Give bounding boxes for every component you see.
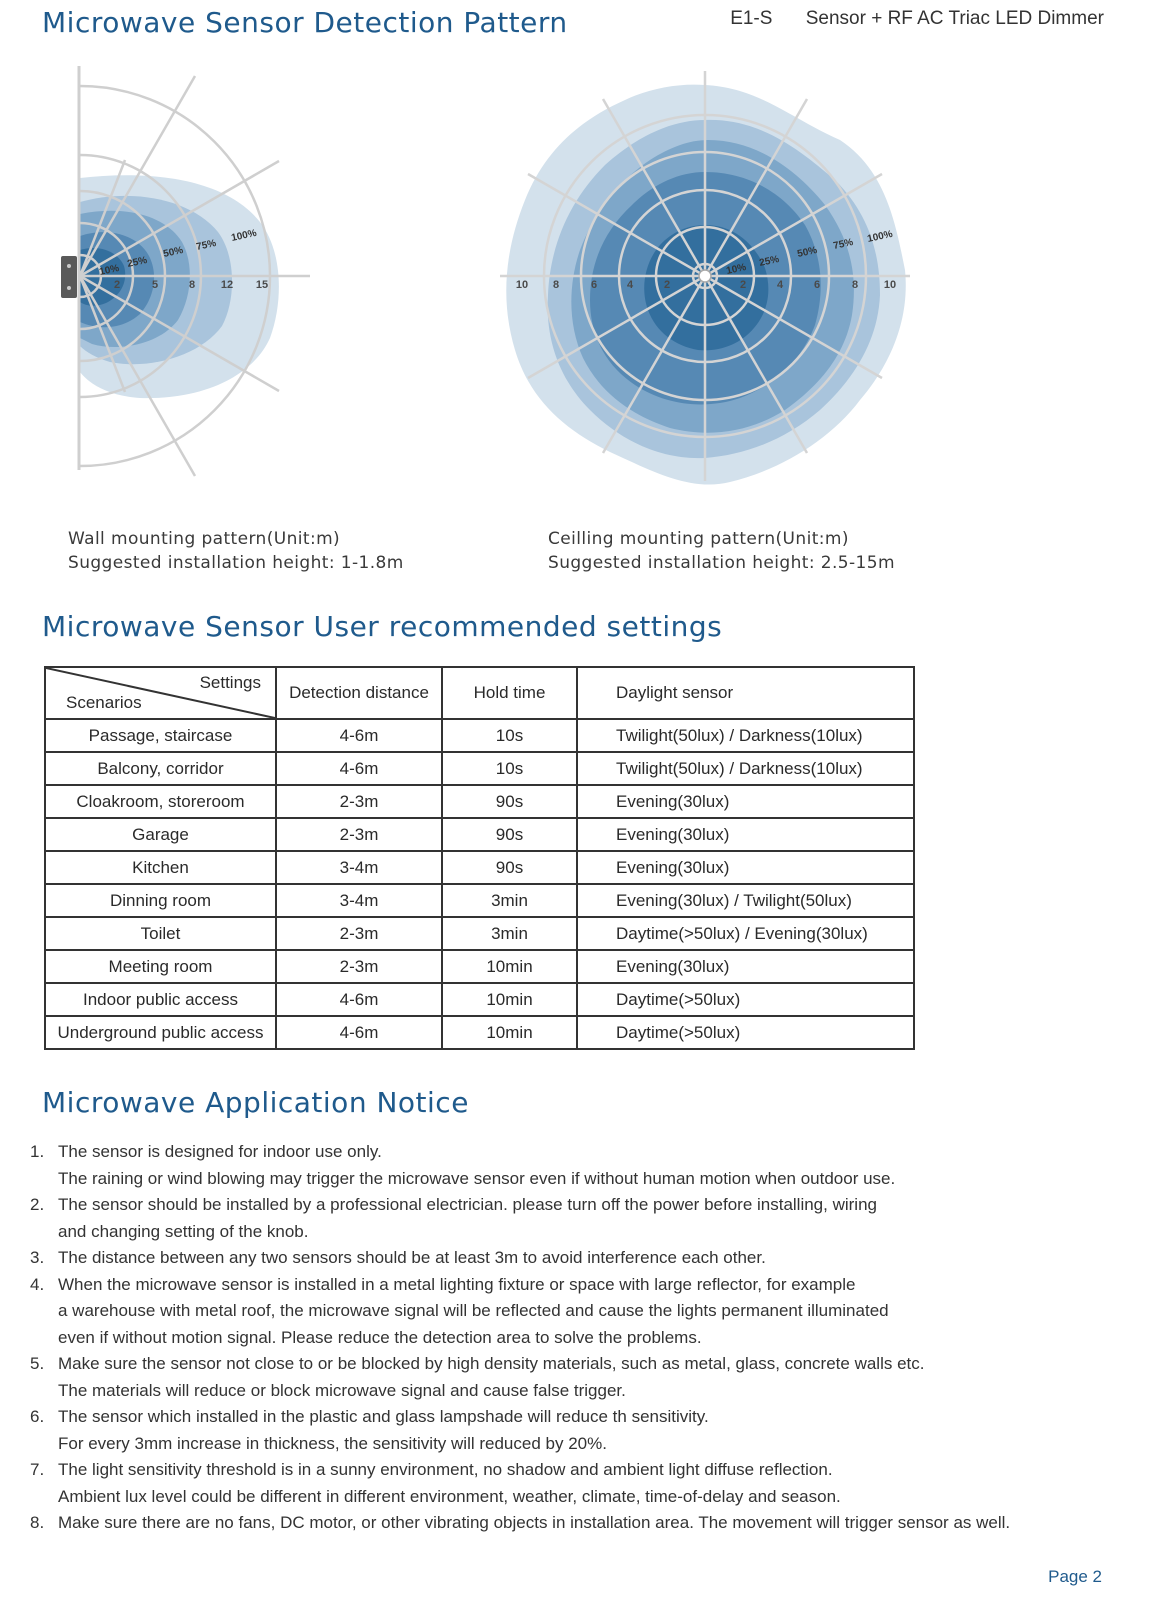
notice-number: 5. [30, 1354, 45, 1373]
notice-number: 3. [30, 1248, 45, 1267]
notice-list [30, 1139, 1130, 1537]
notice-text [58, 1272, 889, 1352]
notice-section-title: Microwave Application Notice [42, 1086, 469, 1119]
table-row [45, 1016, 914, 1049]
product-name: Sensor + RF AC Triac LED Dimmer [805, 8, 1104, 29]
notice-line: and changing setting of the knob. [58, 1221, 309, 1241]
corner-header-cell [45, 667, 276, 719]
ceiling-pct-label: 10% [725, 262, 748, 277]
ceiling-dist-label: 10 [515, 279, 529, 291]
ceiling-dist-label: 8 [552, 279, 560, 291]
hold-time-cell: 10min [442, 950, 577, 983]
daylight-cell: Evening(30lux) [577, 950, 914, 983]
notice-line: even if without motion signal. Please reduce the detection area to solve the problems. [58, 1327, 702, 1347]
notice-text [58, 1404, 709, 1457]
table-row [45, 851, 914, 884]
page-number: Page 2 [1048, 1567, 1102, 1586]
hold-time-cell: 10s [442, 752, 577, 785]
ceiling-dist-label: 6 [590, 279, 598, 291]
notice-line: The materials will reduce or block microwave signal and cause false trigger. [58, 1380, 626, 1400]
ceiling-sensor-icon [699, 270, 711, 282]
notice-line: Make sure there are no fans, DC motor, or other vibrating objects in installation area. The movement will trigger sensor as well. [58, 1513, 1011, 1532]
wall-pct-label: 25% [126, 255, 149, 270]
scenario-cell: Kitchen [45, 851, 276, 884]
header-detection-distance: Detection distance [276, 667, 442, 719]
daylight-cell: Evening(30lux) [577, 818, 914, 851]
distance-cell: 4-6m [276, 752, 442, 785]
page-title: Microwave Sensor Detection Pattern [42, 6, 568, 39]
notice-number: 7. [30, 1460, 45, 1479]
notice-number: 6. [30, 1407, 45, 1426]
notice-item [30, 1139, 1130, 1192]
notice-line: The distance between any two sensors should be at least 3m to avoid interference each other. [58, 1248, 766, 1267]
header-daylight-sensor: Daylight sensor [577, 667, 914, 719]
table-row [45, 752, 914, 785]
notice-line: When the microwave sensor is installed in a metal lighting fixture or space with large reflector, for example [58, 1274, 856, 1294]
notice-line: Ambient lux level could be different in different environment, weather, climate, time-of-delay and season. [58, 1486, 841, 1506]
daylight-cell: Twilight(50lux) / Darkness(10lux) [577, 719, 914, 752]
notice-line: For every 3mm increase in thickness, the sensitivity will reduced by 20%. [58, 1433, 607, 1453]
wall-pct-label: 100% [230, 227, 258, 244]
settings-section-title: Microwave Sensor User recommended settings [42, 610, 723, 643]
ceiling-dist-label: 4 [776, 279, 784, 291]
scenario-cell: Cloakroom, storeroom [45, 785, 276, 818]
notice-item [30, 1404, 1130, 1457]
distance-cell: 2-3m [276, 917, 442, 950]
wall-polar-grid [80, 76, 310, 476]
notice-line: a warehouse with metal roof, the microwave signal will be reflected and cause the lights permanent illuminated [58, 1301, 889, 1320]
daylight-cell: Evening(30lux) [577, 851, 914, 884]
ceiling-dist-label: 2 [663, 279, 671, 291]
ceiling-pct-label: 75% [832, 237, 855, 252]
hold-time-cell: 3min [442, 917, 577, 950]
table-row [45, 785, 914, 818]
distance-cell: 4-6m [276, 719, 442, 752]
wall-pattern-diagram [61, 66, 310, 476]
wall-pct-label: 10% [98, 263, 121, 278]
scenario-cell: Indoor public access [45, 983, 276, 1016]
wall-pct-label: 75% [195, 238, 218, 253]
ceiling-pattern-diagram [500, 71, 910, 485]
notice-text [58, 1457, 841, 1510]
ceiling-dist-label: 6 [813, 279, 821, 291]
wall-dist-label: 15 [255, 279, 269, 291]
daylight-cell: Daytime(>50lux) / Evening(30lux) [577, 917, 914, 950]
daylight-cell: Twilight(50lux) / Darkness(10lux) [577, 752, 914, 785]
distance-cell: 3-4m [276, 884, 442, 917]
notice-line: The sensor is designed for indoor use only. [58, 1142, 382, 1161]
hold-time-cell: 90s [442, 785, 577, 818]
table-row [45, 950, 914, 983]
ceiling-pct-label: 50% [796, 245, 819, 260]
notice-text [58, 1192, 877, 1245]
notice-text [58, 1351, 924, 1404]
notice-item [30, 1351, 1130, 1404]
table-row [45, 719, 914, 752]
notice-line: The light sensitivity threshold is in a sunny environment, no shadow and ambient light diffuse reflection. [58, 1460, 833, 1479]
ceiling-pct-label: 100% [866, 228, 894, 245]
product-header [730, 8, 1104, 30]
notice-item [30, 1457, 1130, 1510]
hold-time-cell: 10min [442, 1016, 577, 1049]
hold-time-cell: 10min [442, 983, 577, 1016]
notice-text [58, 1510, 1010, 1537]
distance-cell: 2-3m [276, 818, 442, 851]
ceiling-dist-label: 2 [739, 279, 747, 291]
notice-item [30, 1192, 1130, 1245]
wall-pattern-caption [68, 527, 404, 575]
notice-number: 4. [30, 1274, 45, 1294]
product-code: E1-S [730, 8, 773, 29]
hold-time-cell: 90s [442, 818, 577, 851]
hold-time-cell: 90s [442, 851, 577, 884]
table-row [45, 917, 914, 950]
scenario-cell: Balcony, corridor [45, 752, 276, 785]
distance-cell: 2-3m [276, 950, 442, 983]
header-settings: Settings [199, 673, 261, 692]
notice-number: 2. [30, 1195, 45, 1214]
scenario-cell: Meeting room [45, 950, 276, 983]
notice-number: 8. [30, 1513, 45, 1532]
settings-table-body [45, 719, 914, 1049]
notice-line: The raining or wind blowing may trigger the microwave sensor even if without human motion when outdoor use. [58, 1168, 896, 1188]
scenario-cell: Toilet [45, 917, 276, 950]
distance-cell: 4-6m [276, 983, 442, 1016]
table-row [45, 884, 914, 917]
ceiling-dist-label: 8 [851, 279, 859, 291]
wall-pct-label: 50% [162, 245, 185, 260]
distance-cell: 4-6m [276, 1016, 442, 1049]
ceiling-dist-label: 4 [626, 279, 634, 291]
notice-number: 1. [30, 1142, 45, 1161]
notice-item [30, 1245, 1130, 1272]
table-row [45, 818, 914, 851]
ceiling-caption-line: Ceilling mounting pattern(Unit:m) [548, 529, 849, 549]
ceiling-pattern-caption [548, 527, 895, 575]
notice-item [30, 1510, 1130, 1537]
ceiling-dist-label: 10 [883, 279, 897, 291]
daylight-cell: Evening(30lux) [577, 785, 914, 818]
daylight-cell: Evening(30lux) / Twilight(50lux) [577, 884, 914, 917]
wall-sensor-icon [61, 256, 77, 298]
wall-dist-label: 12 [220, 279, 234, 291]
header-hold-time: Hold time [442, 667, 577, 719]
wall-caption-line: Wall mounting pattern(Unit:m) [68, 529, 341, 549]
table-header-row [45, 667, 914, 719]
notice-line: The sensor should be installed by a professional electrician. please turn off the power before installing, wiring [58, 1195, 877, 1214]
distance-cell: 2-3m [276, 785, 442, 818]
scenario-cell: Passage, staircase [45, 719, 276, 752]
wall-dist-label: 2 [113, 279, 121, 291]
header-scenarios: Scenarios [66, 693, 142, 712]
hold-time-cell: 3min [442, 884, 577, 917]
notice-text [58, 1139, 895, 1192]
daylight-cell: Daytime(>50lux) [577, 983, 914, 1016]
settings-table [44, 666, 915, 1050]
hold-time-cell: 10s [442, 719, 577, 752]
scenario-cell: Garage [45, 818, 276, 851]
notice-line: Make sure the sensor not close to or be blocked by high density materials, such as metal, glass, concrete walls etc. [58, 1354, 925, 1373]
distance-cell: 3-4m [276, 851, 442, 884]
daylight-cell: Daytime(>50lux) [577, 1016, 914, 1049]
ceiling-pct-label: 25% [758, 254, 781, 269]
notice-item [30, 1272, 1130, 1352]
detection-pattern-diagrams [0, 60, 1166, 520]
ceiling-caption-line: Suggested installation height: 2.5-15m [548, 553, 895, 573]
notice-line: The sensor which installed in the plastic and glass lampshade will reduce th sensitivity. [58, 1407, 709, 1426]
scenario-cell: Underground public access [45, 1016, 276, 1049]
wall-dist-label: 8 [188, 279, 196, 291]
notice-text [58, 1245, 766, 1272]
wall-caption-line: Suggested installation height: 1-1.8m [68, 553, 404, 573]
wall-dist-label: 5 [151, 279, 159, 291]
table-row [45, 983, 914, 1016]
scenario-cell: Dinning room [45, 884, 276, 917]
